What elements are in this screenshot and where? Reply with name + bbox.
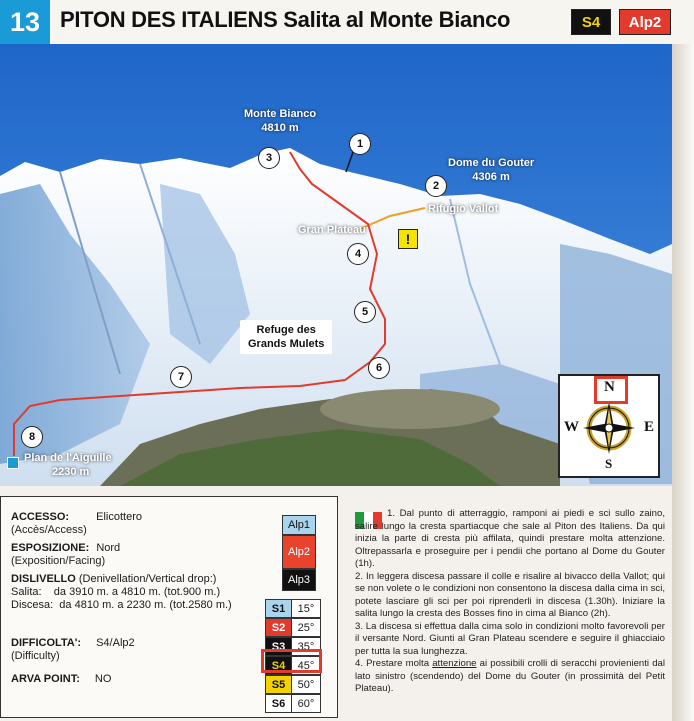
description-step-4-end: ai possibili crolli di seracchi provienienti dal lato sinistro (scendendo) del Dome du Gouter (in prossimità del Petit Plateau). — [355, 658, 666, 694]
route-photo — [0, 44, 672, 486]
waypoint-5: 5 — [354, 301, 376, 323]
arva-row — [11, 673, 111, 686]
page-edge — [672, 44, 694, 721]
compass — [558, 374, 660, 478]
scale-code: S6 — [265, 694, 292, 713]
salita-value: Salita: da 3910 m. a 4810 m. (tot.900 m.) — [11, 586, 221, 598]
start-label-name: Plan de l'Aiguille — [24, 452, 112, 464]
dislivello-label: DISLIVELLO — [11, 573, 76, 585]
scale-code: S2 — [265, 618, 292, 637]
dislivello-sub: (Denivellation/Vertical drop:) — [78, 573, 217, 585]
discesa-value: Discesa: da 4810 m. a 2230 m. (tot.2580 m.) — [11, 599, 232, 611]
waypoint-7: 7 — [170, 366, 192, 388]
esposizione-label: ESPOSIZIONE: — [11, 542, 90, 554]
description-step-4-start: 4. Prestare molta — [355, 658, 433, 669]
scale-code: S3 — [265, 637, 292, 656]
waypoint-2: 2 — [425, 175, 447, 197]
difficolta-row — [11, 637, 135, 650]
accesso-sub: (Accès/Access) — [11, 524, 87, 536]
waypoint-8: 8 — [21, 426, 43, 448]
waypoint-6: 6 — [368, 357, 390, 379]
start-label-elev: 2230 m — [52, 466, 90, 478]
esposizione-value: Nord — [96, 542, 121, 554]
scale-row-s1 — [265, 599, 321, 618]
scale-angle: 25° — [292, 618, 321, 637]
refuge-label-line1: Refuge des — [256, 324, 316, 336]
compass-e: E — [644, 419, 655, 435]
accesso-value: Elicottero — [96, 511, 142, 523]
route-description — [355, 508, 665, 696]
peak-monte-bianco — [244, 107, 316, 135]
warning-icon: ! — [398, 229, 418, 249]
peak-monte-bianco-elev: 4810 m — [261, 122, 299, 134]
scale-angle: 50° — [292, 675, 321, 694]
waypoint-1: 1 — [349, 133, 371, 155]
arva-label: ARVA POINT: — [11, 673, 80, 685]
refuge-label — [240, 320, 332, 354]
waypoint-3: 3 — [258, 147, 280, 169]
difficolta-sub: (Difficulty) — [11, 650, 60, 662]
esposizione-sub: (Exposition/Facing) — [11, 555, 106, 567]
compass-n: N — [604, 379, 615, 395]
scale-code: S4 — [265, 656, 292, 675]
start-marker-icon — [7, 457, 19, 469]
compass-s: S — [605, 456, 613, 471]
waypoint-4: 4 — [347, 243, 369, 265]
scale-angle: 15° — [292, 599, 321, 618]
selected-difficulty-highlight — [261, 649, 322, 673]
arva-value: NO — [94, 673, 112, 685]
route-info-panel — [0, 496, 338, 718]
difficulty-badge: S4 — [571, 9, 611, 35]
plateau-label: Gran Plateau — [298, 224, 366, 236]
accesso-row — [11, 511, 142, 524]
difficolta-value: S4/Alp2 — [96, 637, 135, 649]
alpine-badge: Alp2 — [619, 9, 671, 35]
alp2-badge: Alp2 — [282, 535, 316, 569]
scale-row-s2 — [265, 618, 321, 637]
compass-w: W — [564, 419, 579, 435]
dislivello-row — [11, 573, 216, 586]
accesso-label: ACCESSO: — [11, 511, 70, 523]
alp1-badge: Alp1 — [282, 515, 316, 535]
start-label — [24, 451, 112, 479]
peak-dome-du-gouter — [448, 156, 534, 184]
route-number: 13 — [0, 0, 50, 44]
refuge-label-line2: Grands Mulets — [248, 338, 325, 350]
peak-dome-du-gouter-name: Dome du Gouter — [448, 157, 535, 169]
difficolta-label: DIFFICOLTA': — [11, 637, 82, 649]
scale-angle: 35° — [292, 637, 321, 656]
scale-row-s5 — [265, 675, 321, 694]
esposizione-row — [11, 542, 120, 555]
page-title: PITON DES ITALIENS Salita al Monte Bianco — [60, 7, 511, 32]
scale-code: S1 — [265, 599, 292, 618]
description-step-2: 2. In leggera discesa passare il colle e risalire al bivacco della Vallot; qui se non volete o le condizioni non consentono la discesa dalla cima in sci, potete lasciare gli sci per poi riprenderli in discesa (1.30h). Iniziare la salita lungo la cresta des Bosses fino in cima al Bianco (2h). — [355, 570, 665, 619]
page-header — [0, 0, 694, 44]
hut-label: Rifugio Vallot — [428, 203, 499, 215]
peak-dome-du-gouter-elev: 4306 m — [472, 171, 510, 183]
scale-row-s6 — [265, 694, 321, 713]
alp3-badge: Alp3 — [282, 569, 316, 591]
scale-code: S5 — [265, 675, 292, 694]
description-step-3: 3. La discesa si effettua dalla cima solo in condizioni molto favorevoli per il versante Nord. Giunti al Gran Plateau scendere e seguire il ghiacciaio per tutta la sua lunghezza. — [355, 620, 665, 657]
description-step-1: 1. Dal punto di atterraggio, ramponi ai piedi e sci sullo zaino, salire lungo la cresta spartiacque che sale al Piton des Italiens. Da qui inizia la parte di cresta più affilata, quindi prestare molta attenzione. Oltrepassarla e proseguire per i pendii che portano al Dome du Gouter (1h). — [355, 508, 665, 569]
description-step-4 — [355, 658, 665, 696]
scale-angle: 60° — [292, 694, 321, 713]
peak-monte-bianco-name: Monte Bianco — [244, 108, 317, 120]
scale-angle: 45° — [292, 656, 321, 675]
description-step-4-emphasis: attenzione — [432, 658, 477, 669]
